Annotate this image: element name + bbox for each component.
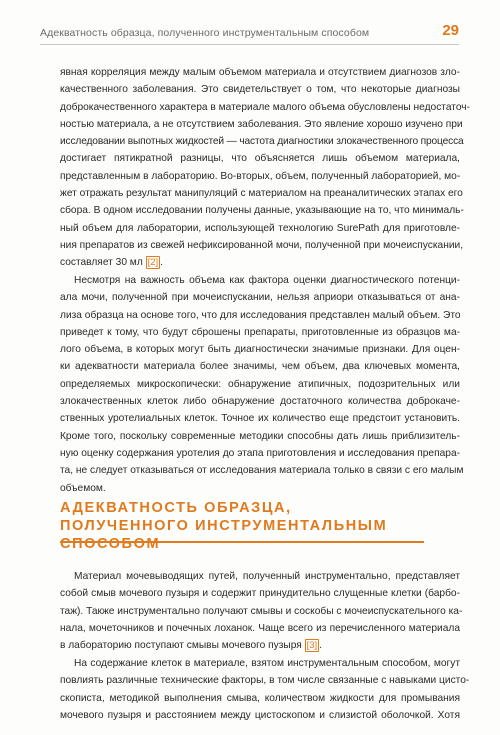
text-line: ала мочи, полученной при мочеиспускании, нельзя априори отказываться от ана-: [60, 292, 460, 304]
text-line-last: [60, 637, 460, 654]
text-line: явная корреляция между малым объемом материала и отсутствием диагнозов зло-: [60, 67, 460, 78]
text-line: злокачественных клеток либо обнаружение достаточного количества доброкаче-: [60, 396, 460, 408]
text-line: повлиять различные технические факторы, в том числе связанные с навыками цисто-: [60, 675, 470, 687]
text-line: приведет к тому, что будут сброшены препараты, приготовленные из образцов ма-: [60, 326, 460, 338]
text-line: таж). Также инструментально получают смывы и соскобы с мочеиспускательного ка-: [60, 605, 463, 617]
text-line: ный объем для лаборатории, использующей технологию SurePath для приготовле-: [60, 222, 460, 234]
text-fragment: в лабораторию поступают смывы мочевого пузыря: [60, 640, 302, 652]
text-line: собой смыв мочевого пузыря и содержит принудительно слущенные клетки (барбо-: [60, 588, 460, 600]
citation-link[interactable]: [2]: [147, 257, 159, 269]
text-line: ную оценку содержания уротелия до этапа приготовления и исследования препара-: [60, 447, 460, 459]
paragraph-1: [60, 64, 470, 272]
text-fragment: .: [319, 640, 323, 652]
section-underline: [60, 541, 424, 543]
section-heading-line: ПОЛУЧЕННОГО ИНСТРУМЕНТАЛЬНЫМ СПОСОБОМ: [60, 518, 388, 552]
text-line: лиза образца на основе того, что для исследования представлен малый объем. Это: [60, 309, 461, 321]
text-line: ностью материала, а не отсутствием заболевания. Это явление хорошо изучено при: [60, 118, 463, 130]
text-line-last: [60, 254, 460, 271]
text-line: Материал мочевыводящих путей, полученный инструментально, представляет: [74, 571, 460, 582]
text-line: представленным в лабораторию. Во-вторых, объем, полученный лабораторией, мо-: [60, 170, 461, 182]
text-line: исследовании выпотных жидкостей — частота диагностики злокачественного процесса: [60, 136, 464, 148]
paragraph-4: [60, 655, 470, 724]
text-line: Несмотря на важность объема как фактора оценки диагностического потенци-: [74, 275, 460, 286]
section-heading: [60, 499, 440, 553]
paragraph-3: [60, 568, 463, 654]
text-fragment: составляет 30 мл: [60, 257, 143, 269]
text-line: ки адекватности материала более значимы, чем объем, два ключевых момента,: [60, 361, 460, 373]
text-line: доброкачественного характера в материале малого объема обусловлены недостаточ-: [60, 101, 470, 113]
running-header-title: Адекватность образца, полученного инструментальным способом: [40, 27, 370, 39]
citation-link[interactable]: [3]: [306, 640, 318, 652]
running-header: [0, 0, 500, 56]
text-line: мочевого пузыря и расстоянием между цистоскопом и слизистой оболочкой. Хотя: [60, 709, 460, 721]
paragraph-2: [60, 272, 464, 497]
text-line: жет отражать результат манипуляций с материалом на преаналитических этапах его: [60, 188, 463, 200]
text-line: скописта, методикой выполнения смыва, количеством жидкости для промывания: [60, 692, 460, 704]
section-heading-line: АДЕКВАТНОСТЬ ОБРАЗЦА,: [60, 500, 292, 516]
text-line: определяемых микроскопически: обнаружение атипичных, подозрительных или: [60, 378, 460, 390]
text-line: та, не следует отказываться от исследования материала только в связи с его малым: [60, 465, 464, 477]
text-line: ственных уротелиальных клеток. Точное их количество еще предстоит установить.: [60, 413, 460, 425]
text-fragment: .: [160, 257, 164, 269]
text-line-last: объемом.: [60, 482, 106, 494]
text-line: лого объема, в которых могут быть диагностически значимые признаки. Для оцен-: [60, 344, 460, 356]
text-line: Кроме того, поскольку современные методики способны дать лишь приблизитель-: [60, 430, 460, 442]
text-line: На содержание клеток в материале, взятом инструментальным способом, могут: [74, 658, 460, 669]
text-line: достигает пятикратной разницы, что объясняется лишь объемом материала,: [60, 153, 460, 165]
header-divider: [40, 44, 459, 45]
text-line: качественного заболевания. Это свидетельствует о том, что некоторые диагнозы: [60, 84, 460, 96]
page-number: 29: [442, 22, 459, 39]
text-line: ния препаратов из свежей нефиксированной мочи, полученной при мочеиспускании,: [60, 239, 464, 251]
text-line: нала, мочеточников и почечных лоханок. Чаще всего из перечисленного материала: [60, 622, 460, 634]
text-line: сбора. В одном исследовании получены данные, указывающие на то, что минималь-: [60, 205, 464, 217]
